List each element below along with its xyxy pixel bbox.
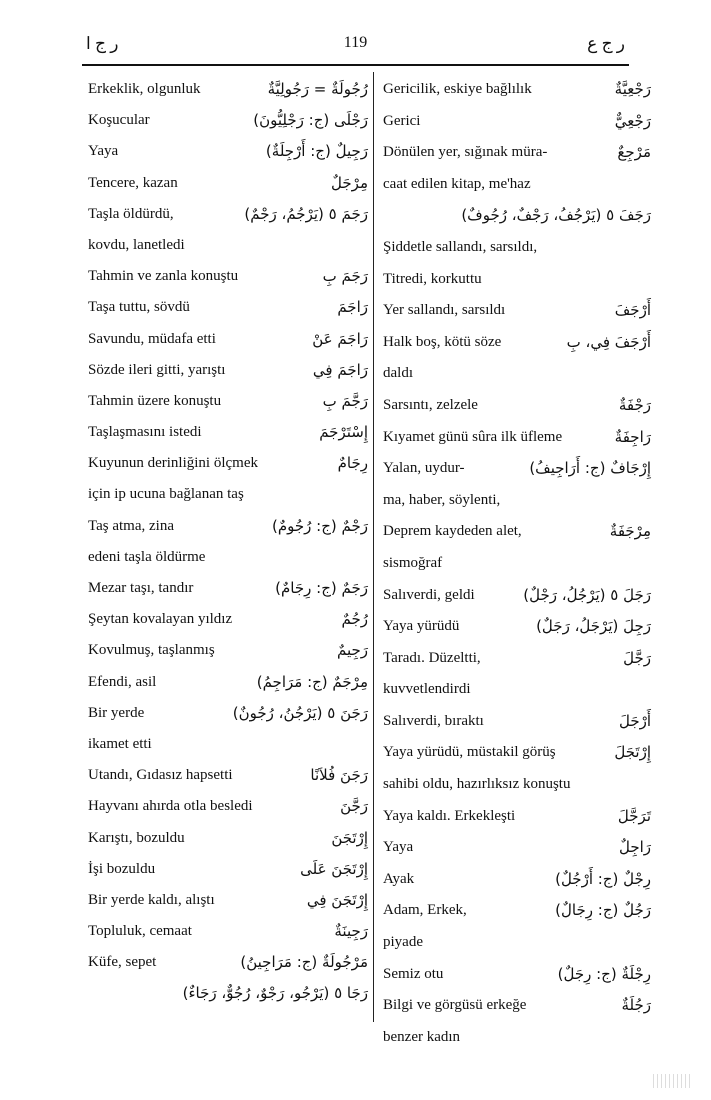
turkish-meaning: edeni taşla öldürme	[88, 548, 206, 565]
dictionary-entry	[88, 635, 368, 666]
arabic-headword: رَجَلَ ٥ (يَرْجُلُ، رَجْلٌ)	[523, 585, 651, 604]
arabic-headword: مِرْجَلٌ	[331, 173, 368, 192]
arabic-headword: رَجِلَ (يَرْجَلُ، رَجَلٌ)	[536, 617, 651, 636]
arabic-headword: رَجُلٌ (ج: رِجَالٌ)	[555, 901, 651, 920]
turkish-meaning: Yaya yürüdü	[383, 618, 460, 635]
turkish-meaning: Erkeklik, olgunluk	[88, 81, 201, 97]
dictionary-entry	[88, 542, 368, 573]
dictionary-entry	[383, 422, 651, 454]
turkish-meaning: Bilgi ve görgüsü erkeğe	[383, 997, 527, 1014]
turkish-meaning: Utandı, Gıdasız hapsetti	[88, 767, 233, 784]
arabic-headword: رُجُمٌ	[341, 610, 368, 629]
dictionary-entry	[383, 580, 651, 612]
turkish-meaning: Bir yerde kaldı, alıştı	[88, 891, 215, 908]
turkish-meaning: için ip ucuna bağlanan taş	[88, 486, 244, 503]
arabic-headword: مِرْجَفَةٌ	[609, 522, 651, 541]
turkish-meaning: Adam, Erkek,	[383, 902, 467, 919]
turkish-meaning: Tencere, kazan	[88, 174, 178, 191]
dictionary-entry	[88, 292, 368, 323]
turkish-meaning: Titredi, korkuttu	[383, 270, 482, 287]
arabic-headword: تَرَجَّلَ	[617, 806, 651, 825]
turkish-meaning: caat edilen kitap, me'haz	[383, 175, 531, 192]
dictionary-entry	[383, 832, 651, 864]
turkish-meaning: Sözde ileri gitti, yarıştı	[88, 361, 226, 378]
turkish-meaning: Ayak	[383, 870, 415, 887]
arabic-headword: رَجَّلَ	[623, 648, 651, 667]
turkish-meaning: kuvvetlendirdi	[383, 681, 471, 698]
turkish-meaning: Tahmin ve zanla konuştu	[88, 268, 239, 285]
turkish-meaning: Halk boş, kötü söze	[383, 333, 502, 350]
arabic-headword: رَجَنَ ٥ (يَرْجُنُ، رُجُونٌ)	[232, 703, 368, 722]
arabic-headword: رِجَامٌ	[337, 454, 368, 473]
dictionary-entry	[383, 485, 651, 517]
dictionary-entry	[383, 801, 651, 833]
turkish-meaning: Semiz otu	[383, 965, 444, 982]
dictionary-entry	[88, 511, 368, 542]
arabic-headword: رَاجَمَ فِي	[312, 360, 368, 379]
dictionary-entry	[383, 516, 651, 548]
turkish-meaning: Salıverdi, bıraktı	[383, 712, 484, 729]
dictionary-entry	[383, 674, 651, 706]
header-right-root: ر ج ع	[587, 34, 625, 53]
arabic-headword: رَاجِلٌ	[618, 838, 651, 857]
turkish-meaning: Yaya kaldı. Erkekleşti	[383, 807, 516, 824]
turkish-meaning: Kıyamet günü sûra ilk üfleme	[383, 428, 563, 445]
arabic-headword: رَجَّنَ	[340, 797, 368, 816]
dictionary-entry	[88, 136, 368, 167]
arabic-headword: رَجَمَ بِ	[322, 267, 368, 286]
arabic-headword: مِرْجَمٌ (ج: مَرَاجِمُ)	[256, 672, 368, 691]
arabic-headword: رَجْفَةٌ	[618, 395, 651, 414]
arabic-headword: رَجْعِيَّةٌ	[614, 80, 651, 98]
dictionary-entry	[383, 74, 651, 106]
arabic-headword: رَجَّمَ بِ	[322, 391, 368, 410]
arabic-headword: إِرْتَجَلَ	[614, 743, 651, 762]
turkish-meaning: Bir yerde	[88, 704, 145, 721]
dictionary-entry	[383, 959, 651, 991]
dictionary-entry	[383, 264, 651, 296]
turkish-meaning: Taşla öldürdü,	[88, 205, 174, 222]
dictionary-entry	[88, 854, 368, 885]
turkish-meaning: benzer kadın	[383, 1028, 461, 1045]
header-left-root: ر ج ا	[86, 34, 119, 53]
turkish-meaning: sismoğraf	[383, 554, 443, 571]
turkish-meaning: Yer sallandı, sarsıldı	[383, 302, 506, 319]
left-column	[88, 74, 368, 1010]
arabic-headword: مَرْجُولَةٌ (ج: مَرَاجِينُ)	[240, 953, 368, 972]
dictionary-entry	[383, 927, 651, 959]
page-number: 119	[343, 34, 368, 51]
turkish-meaning: Kuyunun derinliğini ölçmek	[88, 455, 258, 472]
turkish-meaning: Mezar taşı, tandır	[88, 580, 194, 596]
header-rule	[82, 64, 629, 66]
dictionary-entry	[88, 823, 368, 854]
dictionary-entry	[383, 327, 651, 359]
dictionary-entry	[383, 232, 651, 264]
dictionary-entry	[88, 573, 368, 604]
dictionary-entry	[383, 611, 651, 643]
turkish-meaning: Sarsıntı, zelzele	[383, 396, 478, 413]
dictionary-entry	[88, 604, 368, 635]
turkish-meaning: Şiddetle sallandı, sarsıldı,	[383, 238, 538, 255]
turkish-meaning: Hayvanı ahırda otla besledi	[88, 798, 253, 815]
turkish-meaning: Yalan, uydur-	[383, 460, 465, 477]
right-column	[383, 74, 651, 1053]
dictionary-entry	[383, 358, 651, 390]
dictionary-entry	[88, 698, 368, 729]
dictionary-entry	[88, 324, 368, 355]
dictionary-entry	[383, 548, 651, 580]
arabic-headword: رَجْمٌ (ج: رُجُومٌ)	[271, 516, 368, 535]
arabic-headword: رَجَا ٥ (يَرْجُو، رَجْوٌ، رُجُوٌّ، رَجَاءٌ)	[182, 984, 368, 1003]
dictionary-entry	[383, 737, 651, 769]
dictionary-entry	[88, 947, 368, 978]
arabic-headword: رُجُولَةٌ = رَجُولِيَّةٌ	[267, 80, 368, 98]
arabic-headword: رِجْلٌ (ج: أَرْجُلٌ)	[555, 869, 651, 888]
turkish-meaning: Küfe, sepet	[88, 954, 157, 971]
turkish-meaning: Kovulmuş, taşlanmış	[88, 642, 215, 659]
turkish-meaning: Taşa tuttu, sövdü	[88, 299, 190, 316]
turkish-meaning: Dönülen yer, sığınak müra-	[383, 144, 548, 161]
arabic-headword: رَاجَمَ عَنْ	[312, 329, 368, 348]
turkish-meaning: Yaya	[383, 839, 414, 856]
dictionary-entry	[383, 643, 651, 675]
dictionary-entry	[88, 168, 368, 199]
dictionary-entry	[88, 230, 368, 261]
dictionary-entry	[383, 295, 651, 327]
arabic-headword: إِرْتَجَنَ فِي	[306, 890, 368, 909]
turkish-meaning: kovdu, lanetledi	[88, 236, 185, 253]
dictionary-entry	[88, 386, 368, 417]
dictionary-entry	[88, 417, 368, 448]
arabic-headword: رَجِيمٌ	[336, 641, 368, 660]
dictionary-entry	[88, 760, 368, 791]
turkish-meaning: ikamet etti	[88, 735, 152, 752]
dictionary-entry	[88, 978, 368, 1009]
turkish-meaning: Topluluk, cemaat	[88, 923, 192, 940]
dictionary-entry	[383, 706, 651, 738]
dictionary-entry	[383, 1022, 651, 1054]
turkish-meaning: Koşucular	[88, 112, 150, 129]
arabic-headword: رَجَفَ ٥ (يَرْجُفُ، رَجْفٌ، رُجُوفٌ)	[461, 206, 651, 225]
arabic-headword: رَجُلَةٌ	[621, 996, 651, 1015]
turkish-meaning: Karıştı, bozuldu	[88, 829, 185, 846]
turkish-meaning: piyade	[383, 934, 423, 951]
dictionary-entry	[88, 479, 368, 510]
arabic-headword: إِرْجَافٌ (ج: أَرَاجِيفُ)	[529, 459, 651, 478]
dictionary-entry	[88, 261, 368, 292]
arabic-headword: أَرْجَلَ	[618, 711, 651, 730]
arabic-headword: رَاجِفَةٌ	[614, 427, 651, 446]
turkish-meaning: Taş atma, zina	[88, 517, 174, 534]
arabic-headword: رَجَمَ ٥ (يَرْجُمُ، رَجْمٌ)	[244, 204, 368, 223]
scan-noise	[653, 1074, 693, 1088]
dictionary-entry	[88, 729, 368, 760]
arabic-headword: أَرْجَفَ	[614, 301, 651, 320]
arabic-headword: رَجِينَةٌ	[334, 922, 368, 941]
dictionary-entry	[383, 390, 651, 422]
turkish-meaning: İşi bozuldu	[88, 860, 156, 877]
turkish-meaning: Savundu, müdafa etti	[88, 330, 216, 347]
arabic-headword: أَرْجَفَ فِي، بِ	[566, 332, 651, 351]
dictionary-entry	[88, 916, 368, 947]
dictionary-entry	[88, 448, 368, 479]
dictionary-entry	[88, 885, 368, 916]
dictionary-entry	[383, 864, 651, 896]
arabic-headword: إِرْتَجَنَ	[331, 828, 368, 847]
dictionary-entry	[88, 355, 368, 386]
turkish-meaning: Taşlaşmasını istedi	[88, 424, 202, 441]
turkish-meaning: Gerici	[383, 112, 421, 129]
arabic-headword: رَجِيلٌ (ج: أَرْجِلَةٌ)	[265, 142, 368, 161]
arabic-headword: رَجْعِيٌّ	[614, 111, 651, 130]
dictionary-entry	[383, 200, 651, 232]
arabic-headword: رَجَنَ فُلاَنًا	[310, 766, 368, 785]
turkish-meaning: Yaya yürüdü, müstakil görüş	[383, 744, 556, 761]
dictionary-entry	[383, 895, 651, 927]
dictionary-entry	[88, 105, 368, 136]
turkish-meaning: sahibi oldu, hazırlıksız konuştu	[383, 776, 571, 793]
dictionary-entry	[383, 453, 651, 485]
arabic-headword: إِسْتَرْجَمَ	[319, 423, 368, 442]
turkish-meaning: ma, haber, söylenti,	[383, 491, 501, 508]
turkish-meaning: Gericilik, eskiye bağlılık	[383, 81, 532, 97]
column-divider	[373, 72, 374, 1022]
arabic-headword: رَاجَمَ	[337, 298, 368, 317]
turkish-meaning: Yaya	[88, 143, 119, 160]
dictionary-entry	[88, 667, 368, 698]
turkish-meaning: Şeytan kovalayan yıldız	[88, 611, 233, 628]
arabic-headword: رِجْلَةٌ (ج: رِجَلٌ)	[557, 964, 651, 983]
dictionary-entry	[383, 769, 651, 801]
dictionary-entry	[383, 137, 651, 169]
turkish-meaning: daldı	[383, 365, 413, 382]
dictionary-entry	[383, 990, 651, 1022]
turkish-meaning: Efendi, asil	[88, 673, 157, 690]
dictionary-entry	[88, 74, 368, 105]
dictionary-entry	[383, 106, 651, 138]
turkish-meaning: Deprem kaydeden alet,	[383, 523, 522, 540]
arabic-headword: إِرْتَجَنَ عَلَى	[300, 859, 368, 878]
turkish-meaning: Taradı. Düzeltti,	[383, 649, 481, 666]
dictionary-entry	[383, 169, 651, 201]
arabic-headword: رَجَمٌ (ج: رِجَامٌ)	[275, 579, 368, 597]
arabic-headword: رَجْلَى (ج: رَجْلِيُّونَ)	[253, 111, 368, 130]
arabic-headword: مَرْجِعٌ	[617, 143, 651, 162]
dictionary-entry	[88, 199, 368, 230]
turkish-meaning: Salıverdi, geldi	[383, 586, 475, 603]
turkish-meaning: Tahmin üzere konuştu	[88, 392, 222, 409]
dictionary-entry	[88, 791, 368, 822]
